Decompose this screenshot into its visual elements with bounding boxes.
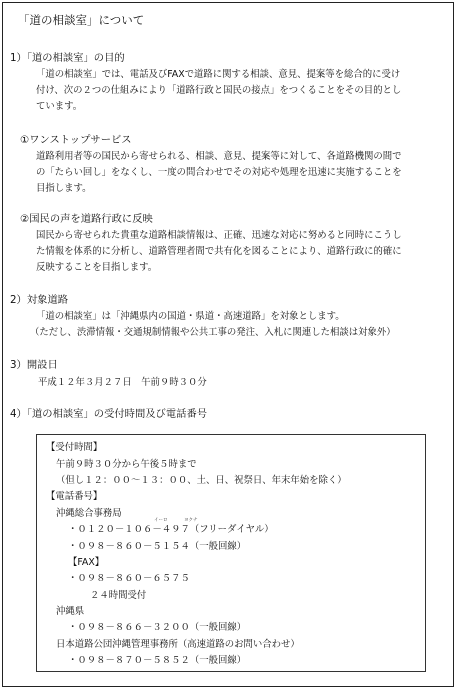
subsection-one-stop-line: 道路利用者等の国民から寄せられる、相談、意見、提案等に対して、各道路機関の間で	[36, 151, 402, 162]
phone-label: 【電話番号】	[46, 491, 103, 502]
subsection-reflect-heading: ②国民の声を道路行政に反映	[20, 213, 153, 225]
section-1-line: ています。	[36, 101, 83, 112]
office2-tel-number: ・０９８－８６６－３２００（一般回線）	[68, 622, 247, 633]
fax-label: 【FAX】	[68, 557, 105, 568]
page-title: 「道の相談室」について	[18, 13, 145, 27]
section-1-heading: 1）「道の相談室」の目的	[10, 52, 125, 64]
section-2-line: （ただし、渋滞情報・交通規制情報や公共工事の発注、入札に関連した相談は対象外）	[30, 327, 396, 338]
subsection-one-stop-line: の「たらい回し」をなくし、一度の問合わせでその対応や処理を迅速に実施することを	[36, 167, 402, 178]
hours-note: （但し１２：００～１３：００、土、日、祝祭日、年末年始を除く）	[56, 475, 347, 486]
ruby-annotation: イーロ	[154, 518, 168, 523]
office-okinawa-general-bureau: 沖縄総合事務局	[56, 508, 122, 519]
section-1-line: 付け、次の２つの仕組みにより「道路行政と国民の接点」をつくることをその目的とし	[36, 85, 402, 96]
section-3-heading: 3）開設日	[10, 359, 58, 371]
free-dial-number: ・０１２０－１０６－４９７（フリーダイヤル）	[68, 524, 274, 535]
office-okinawa-prefecture: 沖縄県	[56, 606, 85, 617]
hours-label: 【受付時間】	[46, 442, 103, 453]
office3-tel-number: ・０９８－８７０－５８５２（一般回線）	[68, 655, 247, 666]
section-4-heading: 4）「道の相談室」の受付時間及び電話番号	[10, 408, 208, 420]
subsection-reflect-line: た情報を体系的に分析し、道路管理者間で共有化を図ることにより、道路行政に的確に	[36, 246, 402, 257]
fax-number: ・０９８－８６０－６５７５	[68, 573, 190, 584]
hours-text: 午前９時３０分から午後５時まで	[56, 459, 197, 470]
section-2-line: 「道の相談室」は「沖縄県内の国道・県道・高速道路」を対象とします。	[36, 311, 345, 322]
section-2-heading: 2）対象道路	[10, 294, 69, 306]
opening-date: 平成１２年３月２７日 午前９時３０分	[38, 377, 207, 388]
subsection-one-stop-heading: ①ワンストップサービス	[20, 134, 132, 146]
office-japan-highway: 日本道路公団沖縄管理事務所（高速道路のお問い合わせ）	[56, 639, 300, 650]
subsection-reflect-line: 反映することを目指します。	[36, 262, 158, 273]
ruby-annotation: ヨクナ	[184, 518, 198, 523]
section-1-line: 「道の相談室」では、電話及びFAXで道路に関する相談、意見、提案等を総合的に受け	[36, 69, 401, 80]
subsection-one-stop-line: 目指します。	[36, 183, 92, 194]
subsection-reflect-line: 国民から寄せられた貴重な道路相談情報は、正確、迅速な対応に努めると同時にこうし	[36, 230, 402, 241]
fax-note: ２４時間受付	[90, 590, 147, 601]
office1-tel-number: ・０９８－８６０－５１５４（一般回線）	[68, 541, 247, 552]
